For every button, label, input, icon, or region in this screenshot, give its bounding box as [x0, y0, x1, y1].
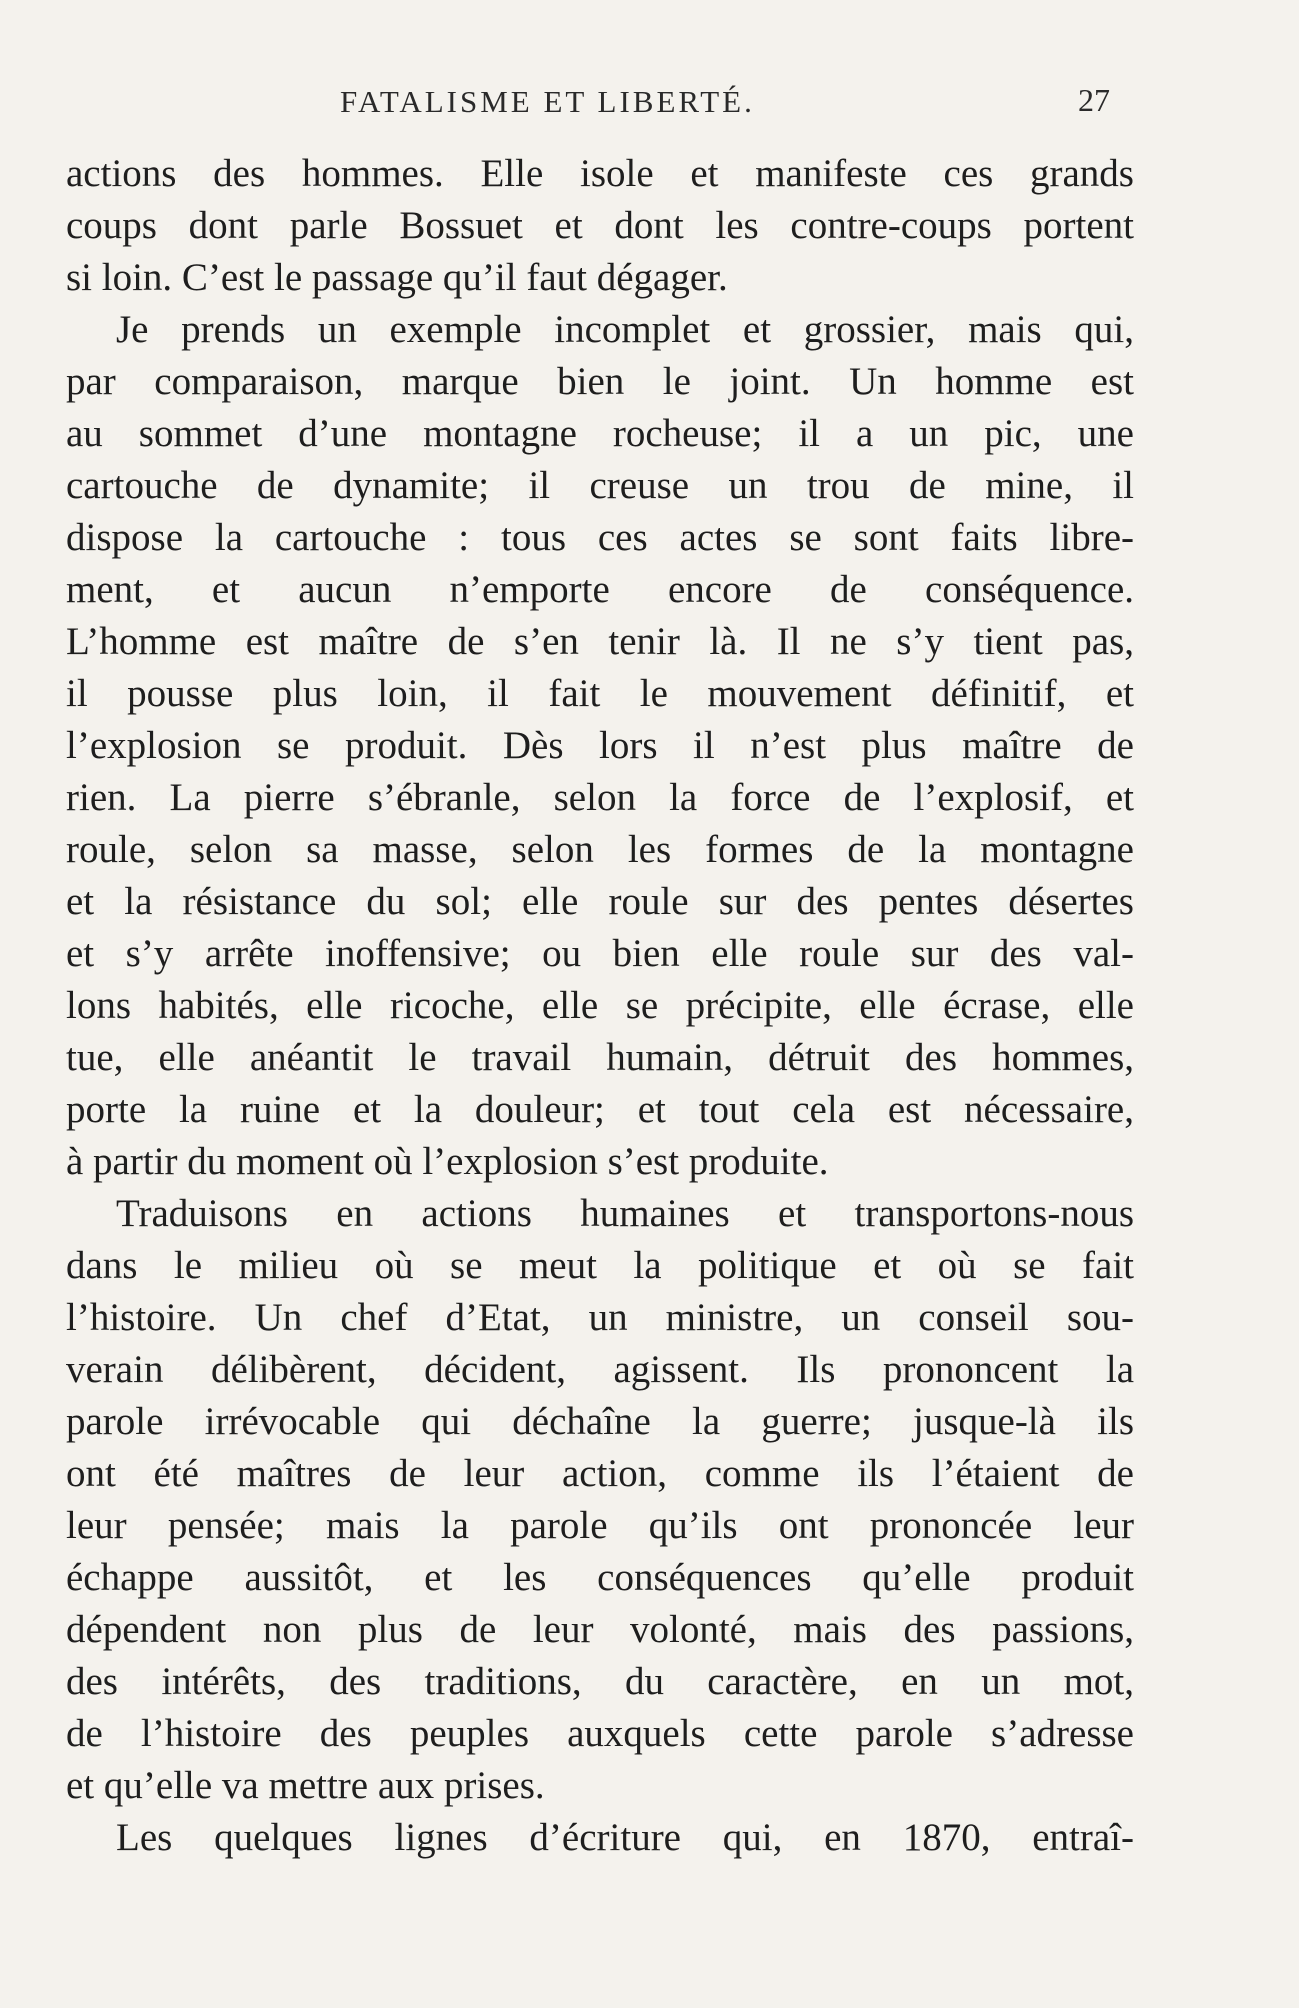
text-line: à partir du moment où l’explosion s’est produite. [66, 1140, 829, 1183]
text-line: parole irrévocable qui déchaîne la guerre; jusque-là ils [66, 1400, 1134, 1443]
text-line: L’homme est maître de s’en tenir là. Il ne s’y tient pas, [66, 620, 1134, 663]
text-line: échappe aussitôt, et les conséquences qu’elle produit [66, 1556, 1134, 1599]
text-line: et s’y arrête inoffensive; ou bien elle roule sur des val- [66, 932, 1134, 975]
text-line: leur pensée; mais la parole qu’ils ont prononcée leur [66, 1504, 1134, 1547]
text-line: de l’histoire des peuples auxquels cette parole s’adresse [66, 1712, 1134, 1755]
page-number: 27 [1078, 82, 1110, 118]
text-line: l’histoire. Un chef d’Etat, un ministre, un conseil sou- [66, 1296, 1134, 1339]
text-line: coups dont parle Bossuet et dont les contre-coups portent [66, 204, 1134, 247]
text-line: lons habités, elle ricoche, elle se précipite, elle écrase, elle [66, 984, 1134, 1027]
text-line: cartouche de dynamite; il creuse un trou de mine, il [66, 464, 1134, 507]
text-line: tue, elle anéantit le travail humain, détruit des hommes, [66, 1036, 1134, 1079]
text-line: des intérêts, des traditions, du caractère, en un mot, [66, 1660, 1134, 1703]
text-line: dépendent non plus de leur volonté, mais des passions, [66, 1608, 1134, 1651]
paragraph-start-line: Les quelques lignes d’écriture qui, en 1870, entraî- [116, 1816, 1134, 1859]
paragraph-start-line: Traduisons en actions humaines et transportons-nous [116, 1192, 1134, 1235]
text-line: ment, et aucun n’emporte encore de conséquence. [66, 568, 1134, 611]
text-line: au sommet d’une montagne rocheuse; il a un pic, une [66, 412, 1134, 455]
running-title: FATALISME ET LIBERTÉ. [340, 84, 755, 119]
text-line: dispose la cartouche : tous ces actes se sont faits libre- [66, 516, 1134, 559]
text-line: dans le milieu où se meut la politique et où se fait [66, 1244, 1134, 1287]
text-line: actions des hommes. Elle isole et manifeste ces grands [66, 152, 1134, 195]
text-line: et la résistance du sol; elle roule sur des pentes désertes [66, 880, 1134, 923]
text-line: et qu’elle va mettre aux prises. [66, 1764, 545, 1807]
text-line: ont été maîtres de leur action, comme ils l’étaient de [66, 1452, 1134, 1495]
text-line: par comparaison, marque bien le joint. Un homme est [66, 360, 1134, 403]
text-line: rien. La pierre s’ébranle, selon la force de l’explosif, et [66, 776, 1134, 819]
text-line: porte la ruine et la douleur; et tout cela est nécessaire, [66, 1088, 1134, 1131]
text-line: si loin. C’est le passage qu’il faut dégager. [66, 256, 728, 299]
text-line: roule, selon sa masse, selon les formes de la montagne [66, 828, 1134, 871]
body-text [66, 148, 1134, 1864]
text-line: l’explosion se produit. Dès lors il n’est plus maître de [66, 724, 1134, 767]
text-line: il pousse plus loin, il fait le mouvement définitif, et [66, 672, 1134, 715]
paragraph-start-line: Je prends un exemple incomplet et grossier, mais qui, [116, 308, 1134, 351]
text-line: verain délibèrent, décident, agissent. Ils prononcent la [66, 1348, 1134, 1391]
